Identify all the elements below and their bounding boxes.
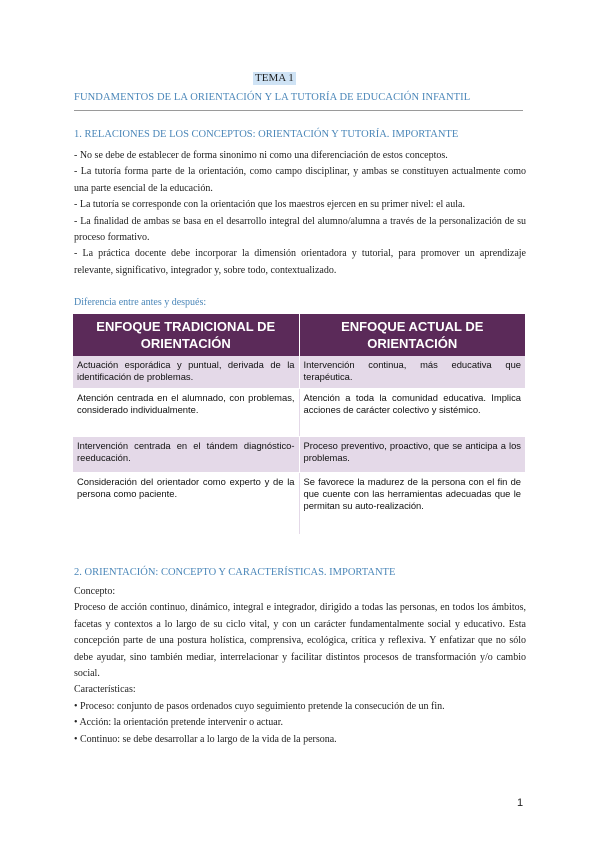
table-row [73, 436, 525, 472]
table-cell: Atención centrada en el alumnado, con problemas, considerado individualmente. [73, 388, 299, 436]
table-header-row [73, 314, 525, 356]
section-2-heading: 2. ORIENTACIÓN: CONCEPTO Y CARACTERÍSTICAS. IMPORTANTE [74, 567, 396, 578]
paragraph: - La tutoría se corresponde con la orientación que los maestros ejercen en su primer nivel: el aula. [74, 199, 465, 211]
title-divider [74, 110, 523, 111]
paragraph: - No se debe de establecer de forma sinonimo ni como una diferenciación de estos conceptos. [74, 150, 448, 161]
table-cell: Consideración del orientador como experto y de la persona como paciente. [73, 472, 299, 534]
concept-label: Concepto: [74, 586, 116, 597]
header-traditional: ENFOQUE TRADICIONAL DE ORIENTACIÓN [73, 314, 299, 356]
section-1-heading: 1. RELACIONES DE LOS CONCEPTOS: ORIENTACIÓN Y TUTORÍA. IMPORTANTE [74, 129, 459, 140]
table-row [73, 472, 525, 534]
table-cell: Intervención centrada en el tándem diagnóstico-reeducación. [73, 436, 299, 472]
page-number: 1 [517, 797, 524, 809]
table-row [73, 388, 525, 436]
table-cell: Actuación esporádica y puntual, derivada de la identificación de problemas. [73, 356, 299, 388]
section-2-body [74, 584, 526, 748]
table-cell: Intervención continua, más educativa que terapéutica. [299, 356, 525, 388]
list-item: • Acción: la orientación pretende intervenir o actuar. [74, 717, 283, 729]
paragraph: - La tutoría forma parte de la orientación, como campo disciplinar, y ambas se constituyen actualmente como una parte esencial de la educación. [74, 166, 526, 194]
header-current: ENFOQUE ACTUAL DE ORIENTACIÓN [299, 314, 525, 356]
table-cell: Se favorece la madurez de la persona con el fin de que cuente con las herramientas adecuadas que le permitan su auto-realización. [299, 472, 525, 534]
comparison-table [73, 314, 525, 535]
list-item: • Continuo: se debe desarrollar a lo largo de la vida de la persona. [74, 733, 337, 745]
topic-number: TEMA 1 [255, 72, 294, 84]
table-cell: Proceso preventivo, proactivo, que se anticipa a los problemas. [299, 436, 525, 472]
comparison-label: Diferencia entre antes y después: [74, 297, 207, 308]
section-1-body [74, 148, 526, 279]
table-row [73, 356, 525, 388]
paragraph: - La ﬁnalidad de ambas se basa en el desarrollo integral del alumno/alumna a través de la personalización de su proceso formativo. [74, 215, 526, 244]
paragraph: - La práctica docente debe incorporar la dimensión orientadora y tutorial, para promover un aprendizaje relevante, significativo, integrador y, sobre todo, contextualizado. [74, 248, 526, 276]
characteristics-label: Características: [74, 684, 136, 696]
list-item: • Proceso: conjunto de pasos ordenados cuyo seguimiento pretende la consecución de un fin. [74, 700, 445, 712]
table-cell: Atención a toda la comunidad educativa. Implica acciones de carácter colectivo y sistémico. [299, 388, 525, 436]
document-title: FUNDAMENTOS DE LA ORIENTACIÓN Y LA TUTORÍA DE EDUCACIÓN INFANTIL [74, 92, 471, 103]
concept-text: Proceso de acción continuo, dinámico, integral e integrador, dirigido a todas las personas, en todos los ámbitos, facetas y contextos a lo largo de su ciclo vital, y con un carácter fundamentalmente social y educativo. Esta concepción parte de una postura holística, comprensiva, ecológica, crítica y reflexiva. Y enfatizar que no sólo debe ayudar, sino también mediar, interrelacionar y facilitar distintos procesos de transformación y/o cambio social. [74, 602, 526, 680]
